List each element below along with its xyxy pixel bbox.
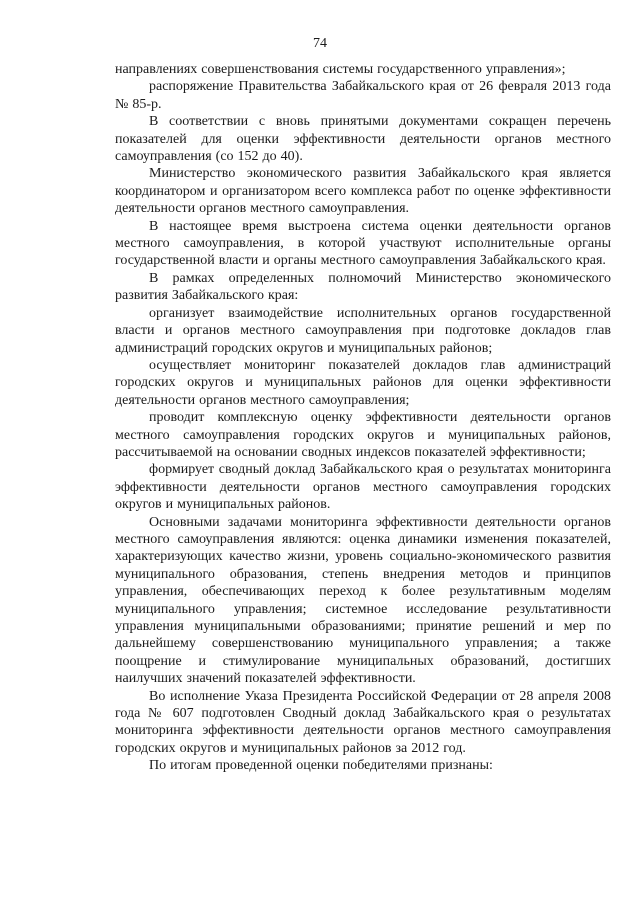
- document-body: [115, 61, 611, 775]
- paragraph-indicator-reduction: В соответствии с вновь принятыми документами сокращен перечень показателей для оценки эффективности деятельности органов местного самоуправления (со 152 до 40).: [115, 114, 611, 165]
- paragraph-winners-intro: По итогам проведенной оценки победителями признаны:: [149, 758, 493, 774]
- paragraph-decree-reference: распоряжение Правительства Забайкальского края от 26 февраля 2013 года № 85-р.: [115, 79, 611, 112]
- paragraph-assesses: проводит комплексную оценку эффективности деятельности органов местного самоуправления городских округов и муниципальных районов, рассчитываемой на основании сводных индексов показателей эффективности;: [115, 410, 611, 460]
- paragraph-presidential-decree: Во исполнение Указа Президента Российской Федерации от 28 апреля 2008 года № 607 подготовлен Сводный доклад Забайкальского края о результатах мониторинга эффективности деятельности органов местного самоуправления городских округов и муниципальных районов за 2012 год.: [115, 688, 611, 756]
- paragraph-evaluation-system: В настоящее время выстроена система оценки деятельности органов местного самоуправления, в которой участвуют исполнительные органы государственной власти и органы местного самоуправления Забайкальского края.: [115, 218, 611, 269]
- paragraph-ministry-powers: В рамках определенных полномочий Министерство экономического развития Забайкальского края:: [115, 270, 611, 304]
- page-number: 74: [313, 36, 327, 51]
- paragraph-monitors: осуществляет мониторинг показателей докладов глав администраций городских округов и муниципальных районов для оценки эффективности деятельности органов местного самоуправления;: [115, 357, 611, 408]
- paragraph-organizes: организует взаимодействие исполнительных органов государственной власти и органов местного самоуправления при подготовке докладов глав администраций городских округов и муниципальных районов;: [115, 305, 611, 356]
- paragraph-continuation: направлениях совершенствования системы государственного управления»;: [115, 62, 566, 77]
- paragraph-monitoring-tasks: Основными задачами мониторинга эффективности деятельности органов местного самоуправления являются: оценка динамики изменения показателей, характеризующих качество жизни, уровень социально-экономического развития муниципального образования, степень внедрения методов и принципов управления, обеспечивающих переход к более результативным моделям муниципального управления; системное исследование результативности управления муниципальными образованиями; принятие решений и мер по дальнейшему совершенствованию муниципального управления; а также поощрение и стимулирование муниципальных образований, достигших наилучших значений показателей эффективности.: [115, 514, 611, 687]
- paragraph-forms-report: формирует сводный доклад Забайкальского края о результатах мониторинга эффективности деятельности органов местного самоуправления городских округов и муниципальных районов.: [115, 462, 611, 513]
- paragraph-ministry-coordinator: Министерство экономического развития Забайкальского края является координатором и организатором всего комплекса работ по оценке эффективности деятельности органов местного самоуправления.: [115, 166, 611, 217]
